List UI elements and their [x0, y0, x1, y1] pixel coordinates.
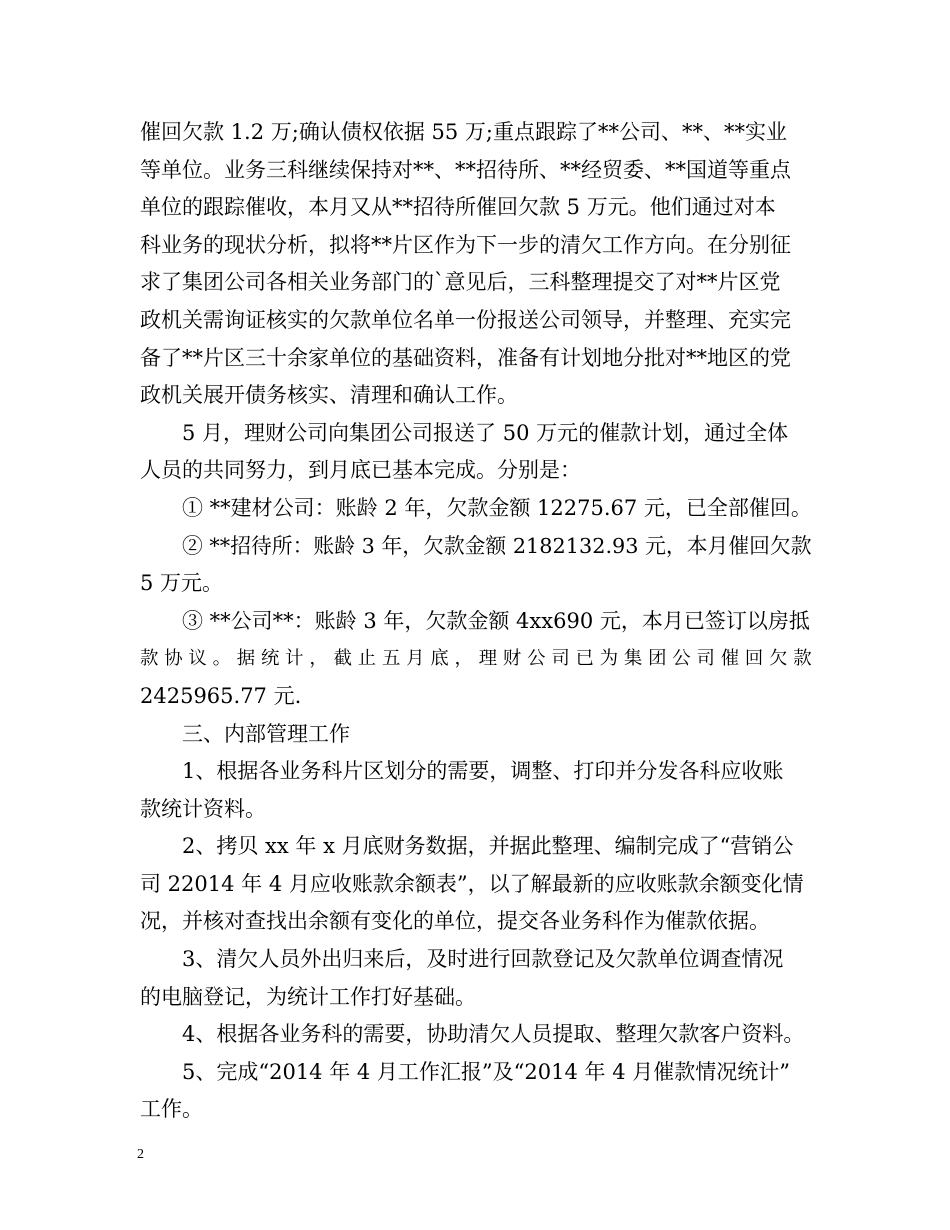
body-text — [140, 114, 812, 1129]
text-line: 款 协 议 。 据 统 计 ， 截 止 五 月 底 ， 理 财 公 司 已 为 集 团 公 司 催 回 欠 款 — [140, 648, 812, 670]
text-line: 政机关展开债务核实、清理和确认工作。 — [140, 383, 518, 408]
text-line: 单位的跟踪催收，本月又从**招待所催回欠款 5 万元。他们通过对本 — [140, 195, 776, 220]
text-line: 求了集团公司各相关业务部门的`意见后，三科整理提交了对**片区党 — [140, 270, 781, 295]
paragraph-first-line: ① **建材公司：账龄 2 年，欠款金额 12275.67 元，已全部催回。 — [182, 495, 812, 520]
text-line: 5 万元。 — [140, 571, 224, 596]
text-line: 科业务的现状分析，拟将**片区作为下一步的清欠工作方向。在分别征 — [140, 232, 791, 257]
text-line: 况，并核对查找出余额有变化的单位，提交各业务科作为催款依据。 — [140, 909, 770, 934]
text-line: 款统计资料。 — [140, 796, 266, 821]
text-line: 人员的共同努力，到月底已基本完成。分别是： — [140, 458, 581, 483]
text-line: 工作。 — [140, 1097, 203, 1122]
text-line: 催回欠款 1.2 万;确认债权依据 55 万;重点跟踪了**公司、**、**实业 — [140, 120, 787, 144]
text-line: 2425965.77 元. — [140, 683, 302, 708]
paragraph-first-line: 1、根据各业务科片区划分的需要，调整、打印并分发各科应收账 — [182, 759, 784, 784]
paragraph-first-line: 三、内部管理工作 — [182, 721, 350, 746]
text-line: 司 22014 年 4 月应收账款余额表”，以了解最新的应收账款余额变化情 — [140, 871, 804, 896]
text-line: 政机关需询证核实的欠款单位名单一份报送公司领导，并整理、充实完 — [140, 307, 791, 332]
text-line: 的电脑登记，为统计工作打好基础。 — [140, 984, 476, 1009]
paragraph-first-line: ③ **公司**：账龄 3 年，欠款金额 4xx690 元，本月已签订以房抵 — [182, 608, 810, 633]
paragraph-first-line: 4、根据各业务科的需要，协助清欠人员提取、整理欠款客户资料。 — [182, 1022, 805, 1047]
page-number: 2 — [137, 1147, 144, 1162]
text-line: 备了**片区三十余家单位的基础资料，准备有计划地分批对**地区的党 — [140, 345, 791, 370]
text-line: 等单位。业务三科继续保持对**、**招待所、**经贸委、**国道等重点 — [140, 157, 791, 182]
paragraph-first-line: 5 月，理财公司向集团公司报送了 50 万元的催款计划，通过全体 — [182, 420, 789, 445]
paragraph-first-line: 2、拷贝 xx 年 x 月底财务数据，并据此整理、编制完成了“营销公 — [182, 834, 794, 859]
paragraph-first-line: 5、完成“2014 年 4 月工作汇报”及“2014 年 4 月催款情况统计” — [182, 1059, 790, 1084]
paragraph-first-line: ② **招待所：账龄 3 年，欠款金额 2182132.93 元，本月催回欠款 — [182, 533, 812, 558]
paragraph-first-line: 3、清欠人员外出归来后，及时进行回款登记及欠款单位调查情况 — [182, 947, 784, 972]
